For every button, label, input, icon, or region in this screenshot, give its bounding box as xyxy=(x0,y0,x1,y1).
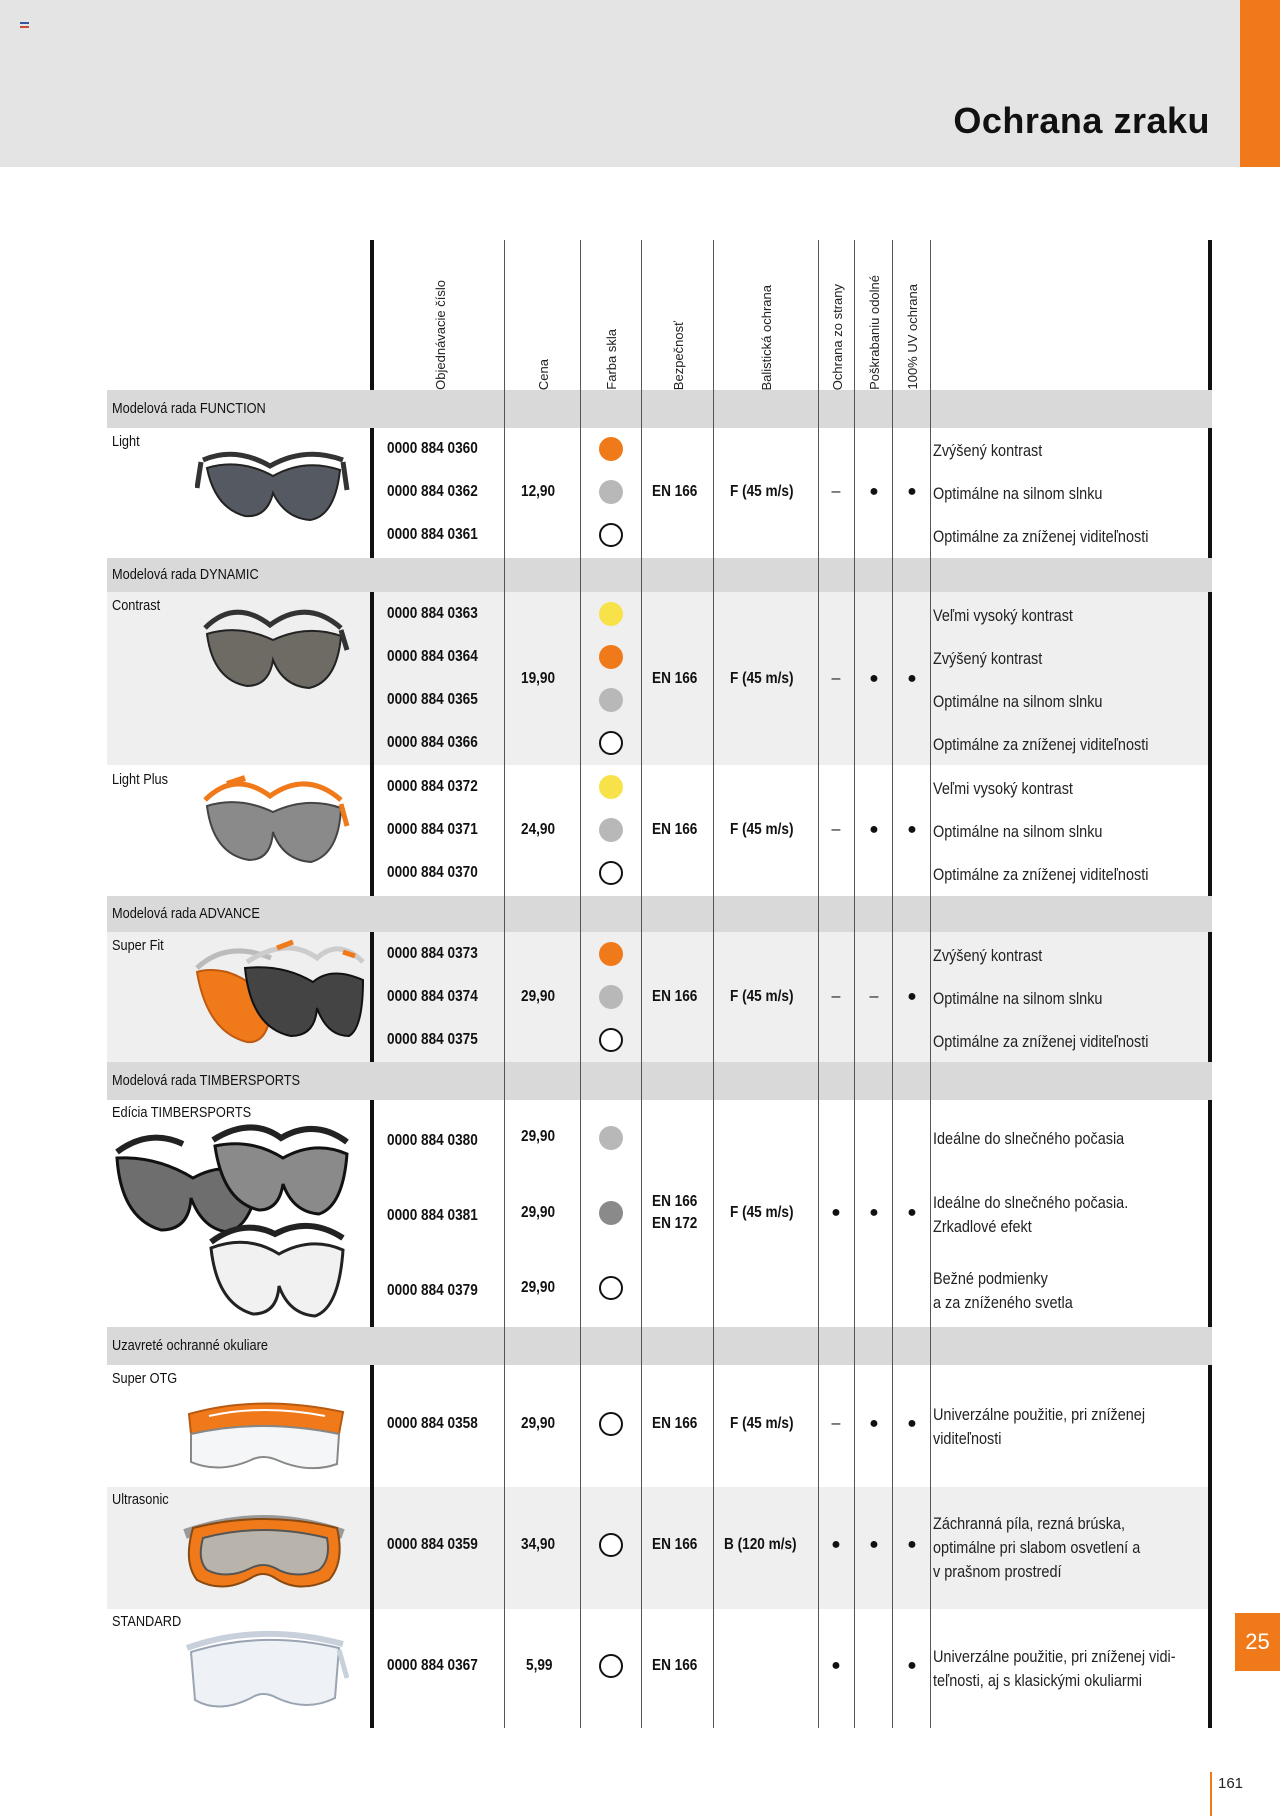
group-label: Uzavreté ochranné okuliare xyxy=(112,1337,268,1354)
product-name: Edícia TIMBERSPORTS xyxy=(112,1104,252,1121)
group-label: Modelová rada DYNAMIC xyxy=(112,566,259,583)
group-label: Modelová rada FUNCTION xyxy=(112,400,266,417)
description: Ideálne do slnečného počasia xyxy=(933,1129,1125,1148)
order-number: 0000 884 0379 xyxy=(387,1282,478,1299)
ballistic-protection: F (45 m/s) xyxy=(730,670,794,687)
price: 29,90 xyxy=(521,988,556,1005)
side-protection-mark: ● xyxy=(831,1204,841,1221)
order-number: 0000 884 0367 xyxy=(387,1657,478,1674)
description: teľnosti, aj s klasickými okuliarmi xyxy=(933,1671,1142,1690)
side-protection-mark: – xyxy=(831,821,841,838)
description: Zvýšený kontrast xyxy=(933,441,1043,460)
side-protection-mark: – xyxy=(831,988,841,1005)
ballistic-protection: F (45 m/s) xyxy=(730,1204,794,1221)
scratch-resistant-mark: ● xyxy=(869,1204,879,1221)
order-number: 0000 884 0375 xyxy=(387,1031,478,1048)
group-band xyxy=(107,1327,1212,1365)
lens-orange-icon xyxy=(599,942,623,966)
uv-mark: ● xyxy=(907,821,917,838)
description: Optimálne za zníženej viditeľnosti xyxy=(933,865,1149,884)
scratch-resistant-mark: – xyxy=(869,988,879,1005)
description: Optimálne za zníženej viditeľnosti xyxy=(933,1032,1149,1051)
description: Bežné podmienky xyxy=(933,1269,1048,1288)
order-number: 0000 884 0366 xyxy=(387,734,478,751)
lens-clear-icon xyxy=(599,731,623,755)
safety-standard: EN 166 xyxy=(652,988,698,1005)
order-number: 0000 884 0364 xyxy=(387,648,478,665)
divider xyxy=(370,932,374,1062)
price: 29,90 xyxy=(521,1128,556,1145)
price: 12,90 xyxy=(521,483,556,500)
side-protection-mark: ● xyxy=(831,1536,841,1553)
uv-mark: ● xyxy=(907,1415,917,1432)
goggles-image xyxy=(179,1390,349,1480)
header-scratch-resistant: Poškrabaniu odolné xyxy=(866,275,882,390)
order-number: 0000 884 0360 xyxy=(387,440,478,457)
lens-yellow-icon xyxy=(599,602,623,626)
price: 29,90 xyxy=(521,1279,556,1296)
divider xyxy=(580,240,581,1728)
glasses-image xyxy=(195,770,350,880)
group-band xyxy=(107,390,1212,428)
lens-grey-icon xyxy=(599,985,623,1009)
description: Záchranná píla, rezná brúska, xyxy=(933,1514,1125,1533)
product-name: STANDARD xyxy=(112,1613,182,1630)
lens-grey-icon xyxy=(599,818,623,842)
uv-mark: ● xyxy=(907,483,917,500)
description: Optimálne na silnom slnku xyxy=(933,989,1103,1008)
description: Veľmi vysoký kontrast xyxy=(933,606,1073,625)
group-band xyxy=(107,896,1212,932)
divider xyxy=(1208,1100,1212,1327)
divider xyxy=(370,240,374,390)
group-label: Modelová rada TIMBERSPORTS xyxy=(112,1072,301,1089)
lens-clear-icon xyxy=(599,523,623,547)
price: 34,90 xyxy=(521,1536,556,1553)
order-number: 0000 884 0381 xyxy=(387,1207,478,1224)
ballistic-protection: F (45 m/s) xyxy=(730,988,794,1005)
safety-standard: EN 166 xyxy=(652,1415,698,1432)
description: Zrkadlové efekt xyxy=(933,1217,1032,1236)
description: Univerzálne použitie, pri zníženej vidi- xyxy=(933,1647,1176,1666)
description: viditeľnosti xyxy=(933,1429,1002,1448)
description: Zvýšený kontrast xyxy=(933,649,1043,668)
description: Optimálne na silnom slnku xyxy=(933,484,1103,503)
order-number: 0000 884 0373 xyxy=(387,945,478,962)
description: Optimálne za zníženej viditeľnosti xyxy=(933,735,1149,754)
group-band xyxy=(107,558,1212,592)
divider xyxy=(713,240,714,1728)
price: 29,90 xyxy=(521,1204,556,1221)
flag-icon xyxy=(20,22,29,28)
order-number: 0000 884 0370 xyxy=(387,864,478,881)
goggles-image xyxy=(179,1498,349,1604)
lens-clear-icon xyxy=(599,1654,623,1678)
divider xyxy=(1208,428,1212,558)
scratch-resistant-mark: ● xyxy=(869,1415,879,1432)
lens-grey-icon xyxy=(599,688,623,712)
lens-clear-icon xyxy=(599,1533,623,1557)
order-number: 0000 884 0359 xyxy=(387,1536,478,1553)
description: Optimálne za zníženej viditeľnosti xyxy=(933,527,1149,546)
header-safety: Bezpečnosť xyxy=(670,320,686,390)
divider xyxy=(1208,1365,1212,1728)
divider xyxy=(854,240,855,1728)
product-name: Super Fit xyxy=(112,937,164,954)
uv-mark: ● xyxy=(907,988,917,1005)
divider xyxy=(1208,932,1212,1062)
product-name: Ultrasonic xyxy=(112,1491,169,1508)
description: Univerzálne použitie, pri zníženej xyxy=(933,1405,1146,1424)
uv-mark: ● xyxy=(907,1657,917,1674)
safety-standard: EN 172 xyxy=(652,1215,698,1232)
lens-clear-icon xyxy=(599,1276,623,1300)
scratch-resistant-mark: ● xyxy=(869,1536,879,1553)
order-number: 0000 884 0374 xyxy=(387,988,478,1005)
product-name: Light xyxy=(112,433,140,450)
lens-orange-icon xyxy=(599,645,623,669)
price: 19,90 xyxy=(521,670,556,687)
chapter-tab: 25 xyxy=(1235,1613,1280,1671)
product-name: Super OTG xyxy=(112,1370,178,1387)
group-band xyxy=(107,1062,1212,1100)
glasses-image xyxy=(179,1618,349,1724)
safety-standard: EN 166 xyxy=(652,1536,698,1553)
product-name: Light Plus xyxy=(112,771,168,788)
side-protection-mark: ● xyxy=(831,1657,841,1674)
scratch-resistant-mark: ● xyxy=(869,483,879,500)
order-number: 0000 884 0363 xyxy=(387,605,478,622)
header-ballistic: Balistická ochrana xyxy=(759,284,774,390)
divider xyxy=(1208,240,1212,390)
order-number: 0000 884 0372 xyxy=(387,778,478,795)
order-number: 0000 884 0361 xyxy=(387,526,478,543)
header-order-number: Objednávacie číslo xyxy=(432,280,448,390)
safety-standard: EN 166 xyxy=(652,821,698,838)
ballistic-protection: F (45 m/s) xyxy=(730,821,794,838)
header-uv: 100% UV ochrana xyxy=(904,284,920,390)
lens-grey-icon xyxy=(599,480,623,504)
lens-clear-icon xyxy=(599,861,623,885)
divider xyxy=(370,592,374,896)
header-accent xyxy=(1240,0,1280,167)
side-protection-mark: – xyxy=(831,483,841,500)
uv-mark: ● xyxy=(907,670,917,687)
group-label: Modelová rada ADVANCE xyxy=(112,905,260,922)
lens-darkgrey-icon xyxy=(599,1201,623,1225)
description: Optimálne na silnom slnku xyxy=(933,692,1103,711)
price: 29,90 xyxy=(521,1415,556,1432)
ballistic-protection: F (45 m/s) xyxy=(730,483,794,500)
divider xyxy=(892,240,893,1728)
safety-standard: EN 166 xyxy=(652,1657,698,1674)
divider xyxy=(818,240,819,1728)
order-number: 0000 884 0358 xyxy=(387,1415,478,1432)
safety-standard: EN 166 xyxy=(652,483,698,500)
safety-standard: EN 166 xyxy=(652,1193,698,1210)
description: Optimálne na silnom slnku xyxy=(933,822,1103,841)
lens-grey-icon xyxy=(599,1126,623,1150)
order-number: 0000 884 0371 xyxy=(387,821,478,838)
page-number: 161 xyxy=(1218,1775,1244,1792)
lens-clear-icon xyxy=(599,1028,623,1052)
description: Veľmi vysoký kontrast xyxy=(933,779,1073,798)
side-protection-mark: – xyxy=(831,1415,841,1432)
glasses-image xyxy=(195,438,350,543)
ballistic-protection: F (45 m/s) xyxy=(730,1415,794,1432)
header-lens-color: Farba skla xyxy=(604,329,619,390)
order-number: 0000 884 0365 xyxy=(387,691,478,708)
page-title: Ochrana zraku xyxy=(953,100,1210,141)
scratch-resistant-mark: ● xyxy=(869,670,879,687)
order-number: 0000 884 0362 xyxy=(387,483,478,500)
lens-clear-icon xyxy=(599,1412,623,1436)
uv-mark: ● xyxy=(907,1536,917,1553)
glasses-image xyxy=(195,600,350,710)
divider xyxy=(641,240,642,1728)
safety-standard: EN 166 xyxy=(652,670,698,687)
divider xyxy=(1208,592,1212,896)
divider xyxy=(370,1365,374,1728)
description: Zvýšený kontrast xyxy=(933,946,1043,965)
divider xyxy=(930,240,931,1728)
price: 24,90 xyxy=(521,821,556,838)
ballistic-protection: B (120 m/s) xyxy=(724,1536,797,1553)
description: Ideálne do slnečného počasia. xyxy=(933,1193,1129,1212)
header-price: Cena xyxy=(535,358,551,390)
description: a za zníženého svetla xyxy=(933,1293,1073,1312)
scratch-resistant-mark: ● xyxy=(869,821,879,838)
description: v prašnom prostredí xyxy=(933,1562,1062,1581)
side-protection-mark: – xyxy=(831,670,841,687)
glasses-image xyxy=(167,932,367,1060)
uv-mark: ● xyxy=(907,1204,917,1221)
header-side-protection: Ochrana zo strany xyxy=(829,283,845,390)
product-table xyxy=(107,240,1212,1728)
description: optimálne pri slabom osvetlení a xyxy=(933,1538,1141,1557)
lens-yellow-icon xyxy=(599,775,623,799)
lens-orange-icon xyxy=(599,437,623,461)
price: 5,99 xyxy=(526,1657,553,1674)
glasses-image xyxy=(111,1118,371,1328)
divider xyxy=(370,428,374,558)
page-number-rule xyxy=(1210,1772,1212,1816)
product-name: Contrast xyxy=(112,597,161,614)
divider xyxy=(504,240,505,1728)
order-number: 0000 884 0380 xyxy=(387,1132,478,1149)
